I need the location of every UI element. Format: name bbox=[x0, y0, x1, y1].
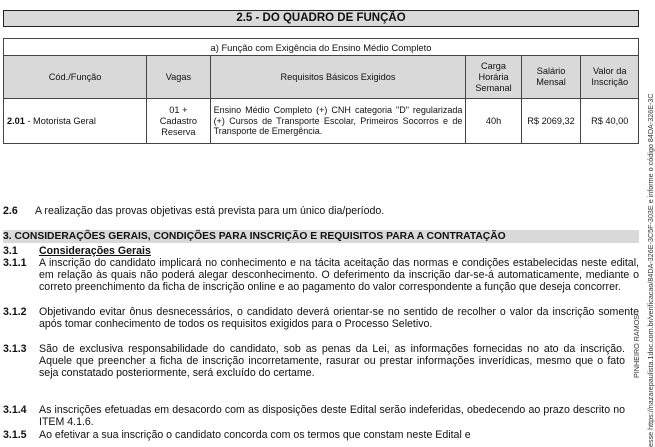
item-3-1-2 bbox=[3, 306, 639, 330]
header-carga: Carga Horária Semanal bbox=[466, 56, 521, 99]
header-requisitos: Requisitos Básicos Exigidos bbox=[210, 56, 466, 99]
item-number: 3.1 bbox=[3, 245, 18, 257]
cell-inscricao: R$ 40,00 bbox=[581, 99, 639, 144]
table-subtitle: a) Função com Exigência do Ensino Médio Completo bbox=[4, 39, 639, 56]
item-text: As inscrições efetuadas em desacordo com as disposições deste Edital serão indeferidas, obedecendo ao prazo descrito no ITEM 4.1.6. bbox=[39, 404, 625, 429]
section-3-title: 3. CONSIDERAÇÕES GERAIS, CONDIÇÕES PARA INSCRIÇÃO E REQUISITOS PARA A CONTRATAÇÃO bbox=[3, 230, 639, 243]
verification-margin-note bbox=[644, 0, 653, 447]
cell-vagas: 01 + Cadastro Reserva bbox=[147, 99, 210, 144]
item-number: 3.1.4 bbox=[3, 404, 27, 416]
verification-text: esse https://nazarepaulista.1doc.com.br/verificacao/84DA-326E-3C5F-303E e informe o código 84DA-326E-3C bbox=[646, 93, 655, 447]
item-3-1-3 bbox=[3, 343, 639, 380]
paragraph-2-6-number: 2.6 bbox=[3, 205, 18, 217]
section-2-5-title: 2.5 - DO QUADRO DE FUNÇÃO bbox=[3, 10, 639, 27]
paragraph-2-6-text: A realização das provas objetivas está prevista para um único dia/período. bbox=[35, 205, 385, 217]
header-vagas: Vagas bbox=[147, 56, 210, 99]
cell-carga: 40h bbox=[466, 99, 521, 144]
header-codigo: Cód./Função bbox=[4, 56, 147, 99]
cell-code-function bbox=[4, 99, 147, 144]
item-heading: Considerações Gerais bbox=[39, 245, 151, 257]
item-number: 3.1.3 bbox=[3, 343, 27, 355]
item-3-1-4 bbox=[3, 404, 639, 428]
item-text: São de exclusiva responsabilidade do candidato, sob as penas da Lei, as informações fornecidas no ato da inscrição. Aquele que preencher a ficha de inscrição incorretamente, rasurar ou prestar informações inverídicas, mesmo que o fato seja constatado posteriormente, será excluído do certame. bbox=[39, 343, 625, 380]
item-3-1-5 bbox=[3, 429, 639, 441]
function-code: 2.01 bbox=[7, 115, 25, 126]
item-text: Ao efetivar a sua inscrição o candidato concorda com os termos que constam neste Edital e bbox=[39, 429, 471, 441]
item-number: 3.1.5 bbox=[3, 429, 27, 441]
item-number: 3.1.1 bbox=[3, 257, 27, 269]
item-3-1-1 bbox=[3, 257, 639, 294]
cell-salario: R$ 2069,32 bbox=[521, 99, 581, 144]
item-text: Objetivando evitar ônus desnecessários, o candidato deverá orientar-se no sentido de recolher o valor da inscrição somente após tomar conhecimento de todos os requisitos exigidos para o Processo Seletivo. bbox=[39, 306, 639, 331]
header-salario: Salário Mensal bbox=[521, 56, 581, 99]
signer-name: PINHEIRO RAMOS bbox=[632, 314, 641, 378]
function-name: - Motorista Geral bbox=[24, 115, 96, 126]
paragraph-2-6 bbox=[3, 205, 384, 217]
item-text: A inscrição do candidato implicará no conhecimento e na tácita aceitação das normas e condições estabelecidas neste edital, em relação às quais não poderá alegar desconhecimento. O deferimento da inscrição dar-se-á automaticamente, mediante o correto preenchimento da ficha de inscrição online e ao pagamento do valor correspondente a função que deseja concorrer. bbox=[39, 257, 639, 294]
item-3-1 bbox=[3, 245, 639, 257]
item-number: 3.1.2 bbox=[3, 306, 27, 318]
header-inscricao: Valor da Inscrição bbox=[581, 56, 639, 99]
cell-requisitos: Ensino Médio Completo (+) CNH categoria "D" regularizada (+) Cursos de Transporte Escolar, Primeiros Socorros e de Transporte de Emergência. bbox=[210, 99, 466, 144]
signer-margin-note bbox=[631, 314, 641, 378]
table-header-row bbox=[4, 56, 639, 99]
function-table bbox=[3, 38, 639, 144]
table-row bbox=[4, 99, 639, 144]
